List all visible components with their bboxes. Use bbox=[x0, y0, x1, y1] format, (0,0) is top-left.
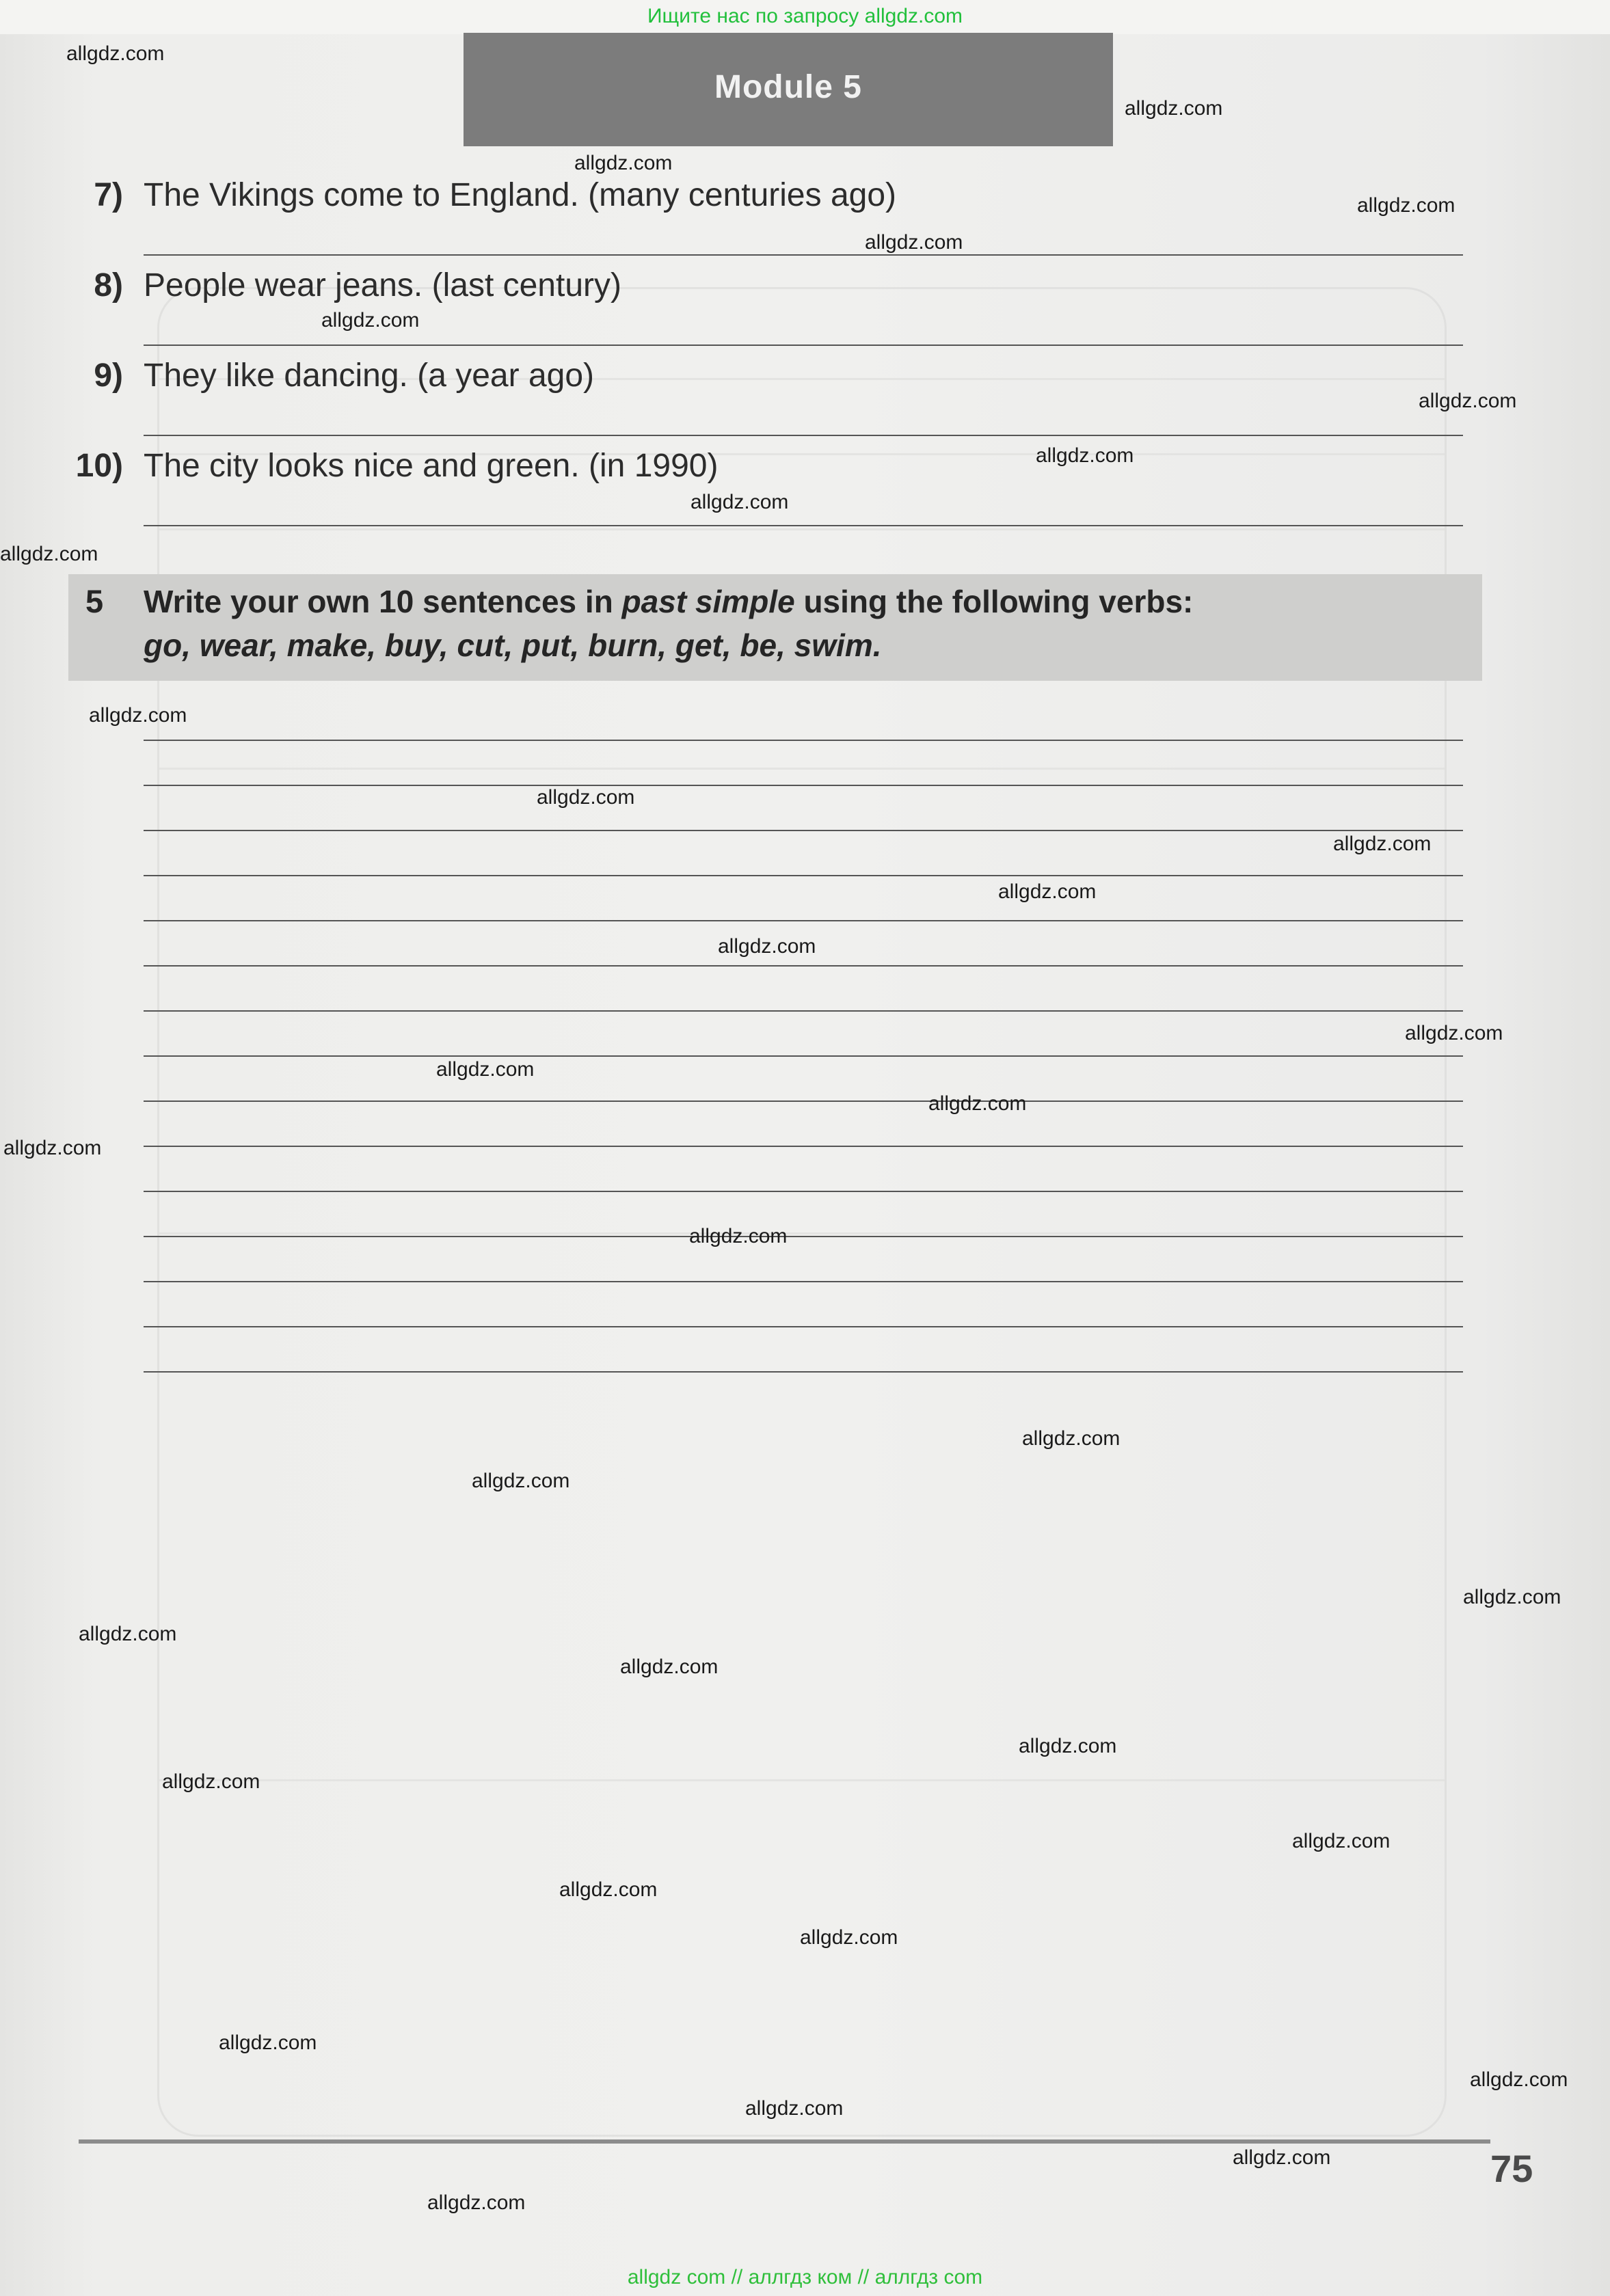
watermark: allgdz.com bbox=[1470, 2068, 1568, 2091]
writing-line[interactable] bbox=[144, 1010, 1463, 1012]
watermark: allgdz.com bbox=[89, 704, 187, 727]
writing-line[interactable] bbox=[144, 1100, 1463, 1102]
watermark: allgdz.com bbox=[1019, 1735, 1117, 1757]
task-text-part: Write your own 10 sentences in bbox=[144, 584, 622, 619]
watermark: allgdz.com bbox=[745, 2097, 844, 2120]
writing-line[interactable] bbox=[144, 1191, 1463, 1192]
writing-line[interactable] bbox=[144, 1371, 1463, 1373]
answer-line[interactable] bbox=[144, 525, 1463, 526]
item-number: 10) bbox=[75, 448, 123, 484]
watermark: allgdz.com bbox=[427, 2191, 526, 2214]
watermark: allgdz.com bbox=[1357, 194, 1455, 217]
writing-line[interactable] bbox=[144, 1146, 1463, 1147]
watermark: allgdz.com bbox=[79, 1623, 177, 1645]
watermark: allgdz.com bbox=[865, 231, 963, 254]
writing-line[interactable] bbox=[144, 965, 1463, 967]
item-text: The Vikings come to England. (many centuries ago) bbox=[144, 177, 897, 213]
task-text-italic: past simple bbox=[621, 584, 795, 619]
module-title: Module 5 bbox=[464, 33, 1113, 146]
footer-rule bbox=[79, 2139, 1490, 2144]
watermark: allgdz.com bbox=[1463, 1586, 1561, 1608]
item-number: 8) bbox=[94, 267, 123, 303]
task-text-part: using the following verbs: bbox=[794, 584, 1194, 619]
item-text: People wear jeans. (last century) bbox=[144, 267, 621, 303]
watermark: allgdz.com bbox=[1405, 1022, 1503, 1044]
watermark: allgdz.com bbox=[718, 935, 816, 958]
watermark: allgdz.com bbox=[690, 491, 789, 513]
task-instruction bbox=[144, 580, 1477, 667]
watermark: allgdz.com bbox=[436, 1058, 535, 1081]
item-number: 9) bbox=[94, 357, 123, 394]
bottom-banner[interactable]: allgdz com // аллгдз ком // аллгдз com bbox=[627, 2266, 983, 2288]
watermark: allgdz.com bbox=[1022, 1427, 1121, 1450]
writing-line[interactable] bbox=[144, 1236, 1463, 1237]
writing-line[interactable] bbox=[144, 830, 1463, 831]
watermark: allgdz.com bbox=[800, 1926, 898, 1949]
writing-line[interactable] bbox=[144, 740, 1463, 741]
show-through-table bbox=[157, 287, 1447, 2137]
watermark: allgdz.com bbox=[0, 543, 98, 565]
watermark: allgdz.com bbox=[537, 786, 635, 809]
watermark: allgdz.com bbox=[1419, 390, 1517, 412]
watermark: allgdz.com bbox=[66, 42, 165, 65]
watermark: allgdz.com bbox=[1333, 833, 1432, 855]
watermark: allgdz.com bbox=[472, 1470, 570, 1492]
task-number: 5 bbox=[85, 583, 104, 619]
verb-list: go, wear, make, buy, cut, put, burn, get, be, swim. bbox=[144, 627, 882, 663]
writing-line[interactable] bbox=[144, 875, 1463, 876]
item-text: They like dancing. (a year ago) bbox=[144, 357, 595, 394]
watermark: allgdz.com bbox=[1233, 2146, 1331, 2169]
watermark: allgdz.com bbox=[1036, 444, 1134, 467]
watermark: allgdz.com bbox=[620, 1656, 719, 1678]
answer-line[interactable] bbox=[144, 435, 1463, 436]
watermark: allgdz.com bbox=[321, 309, 420, 332]
watermark: allgdz.com bbox=[3, 1137, 102, 1159]
watermark: allgdz.com bbox=[928, 1092, 1027, 1115]
writing-line[interactable] bbox=[144, 1281, 1463, 1282]
writing-line[interactable] bbox=[144, 1326, 1463, 1327]
watermark: allgdz.com bbox=[219, 2031, 317, 2054]
top-banner[interactable]: Ищите нас по запросу allgdz.com bbox=[0, 0, 1610, 34]
item-number: 7) bbox=[94, 177, 123, 213]
item-text: The city looks nice and green. (in 1990) bbox=[144, 448, 719, 484]
watermark: allgdz.com bbox=[574, 152, 673, 174]
watermark: allgdz.com bbox=[689, 1225, 788, 1247]
watermark: allgdz.com bbox=[998, 880, 1097, 903]
watermark: allgdz.com bbox=[1292, 1830, 1391, 1852]
writing-line[interactable] bbox=[144, 785, 1463, 786]
watermark: allgdz.com bbox=[559, 1878, 658, 1901]
answer-line[interactable] bbox=[144, 254, 1463, 256]
writing-line[interactable] bbox=[144, 920, 1463, 921]
writing-line[interactable] bbox=[144, 1055, 1463, 1057]
watermark: allgdz.com bbox=[162, 1770, 260, 1793]
page-number: 75 bbox=[1490, 2147, 1533, 2190]
watermark: allgdz.com bbox=[1125, 97, 1223, 120]
answer-line[interactable] bbox=[144, 345, 1463, 346]
